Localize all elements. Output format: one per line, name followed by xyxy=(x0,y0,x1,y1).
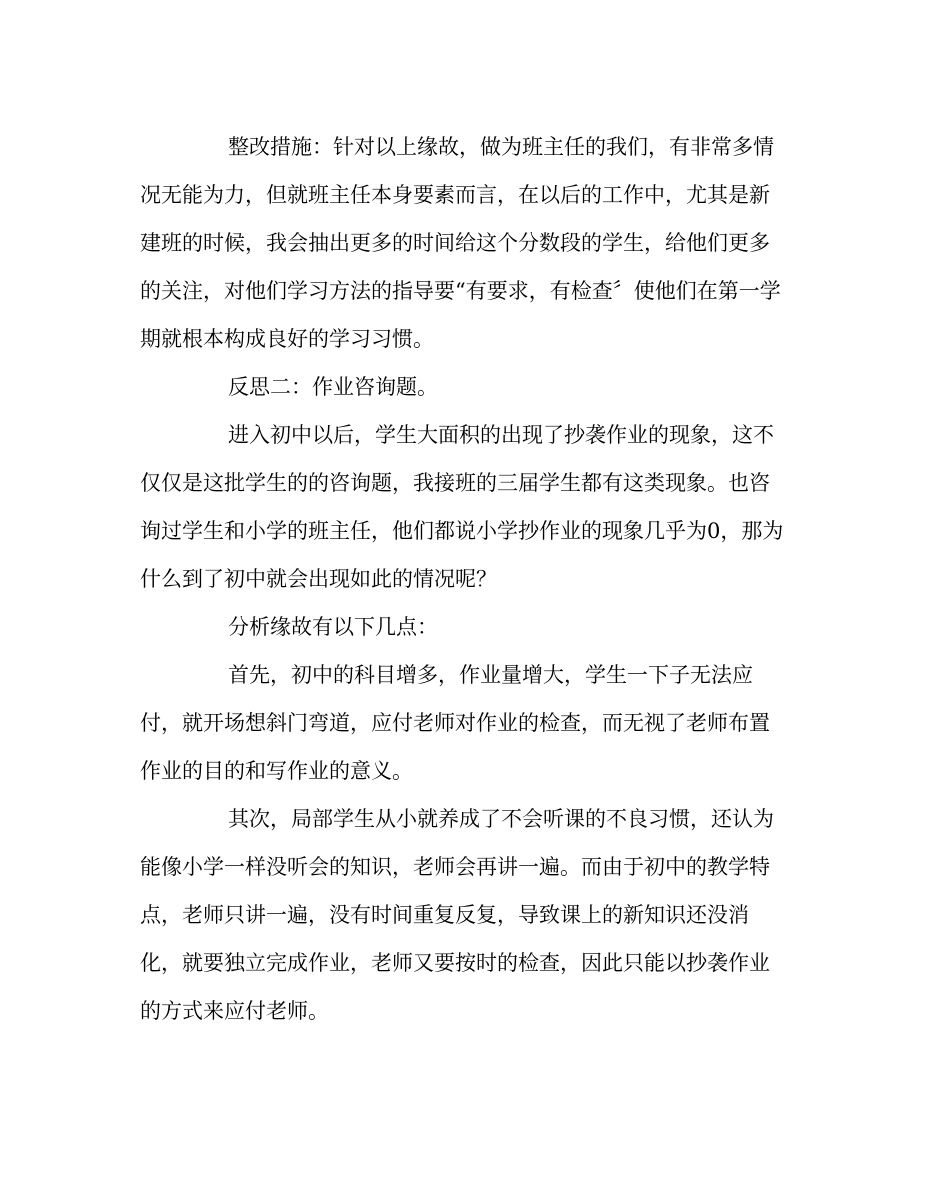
text-line: 建班的时候，我会抽出更多的时间给这个分数段的学生，给他们更多 xyxy=(140,231,770,255)
text-line: 能像小学一样没听会的知识，老师会再讲一遍。而由于初中的教学特 xyxy=(140,855,770,879)
paragraph-reflection-two-heading xyxy=(140,363,820,411)
paragraph-second-reason xyxy=(140,795,820,1035)
text-line: 分析缘故有以下几点： xyxy=(228,615,438,639)
text-line: 首先，初中的科目增多，作业量增大，学生一下子无法应 xyxy=(228,663,753,687)
paragraph-rectification-measures xyxy=(140,123,820,363)
text-line: 况无能为力，但就班主任本身要素而言，在以后的工作中，尤其是新 xyxy=(140,183,770,207)
text-line: 进入初中以后，学生大面积的出现了抄袭作业的现象，这不 xyxy=(228,423,774,447)
paragraph-copying-phenomenon xyxy=(140,411,820,603)
text-line: 什么到了初中就会出现如此的情况呢？ xyxy=(140,567,497,591)
text-line: 作业的目的和写作业的意义。 xyxy=(140,759,413,783)
text-line: 仅仅是这批学生的的咨询题，我接班的三届学生都有这类现象。也咨 xyxy=(140,471,770,495)
text-line: 反思二：作业咨询题。 xyxy=(228,375,438,399)
text-line: 期就根本构成良好的学习习惯。 xyxy=(140,327,434,351)
text-line: 的关注，对他们学习方法的指导要“有要求，有检查〞使他们在第一学 xyxy=(140,279,781,303)
paragraph-analysis-reasons xyxy=(140,603,820,651)
text-line: 整改措施：针对以上缘故，做为班主任的我们，有非常多情 xyxy=(228,135,774,159)
paragraph-first-reason xyxy=(140,651,820,795)
text-line: 其次，局部学生从小就养成了不会听课的不良习惯，还认为 xyxy=(228,807,774,831)
document-body xyxy=(140,123,820,1035)
text-line: 的方式来应付老师。 xyxy=(140,999,329,1023)
text-line: 付，就开场想斜门弯道，应付老师对作业的检查，而无视了老师布置 xyxy=(140,711,770,735)
text-line: 化，就要独立完成作业，老师又要按时的检查，因此只能以抄袭作业 xyxy=(140,951,770,975)
text-line: 点，老师只讲一遍，没有时间重复反复，导致课上的新知识还没消 xyxy=(140,903,749,927)
text-line: 询过学生和小学的班主任，他们都说小学抄作业的现象几乎为0，那为 xyxy=(140,519,784,543)
